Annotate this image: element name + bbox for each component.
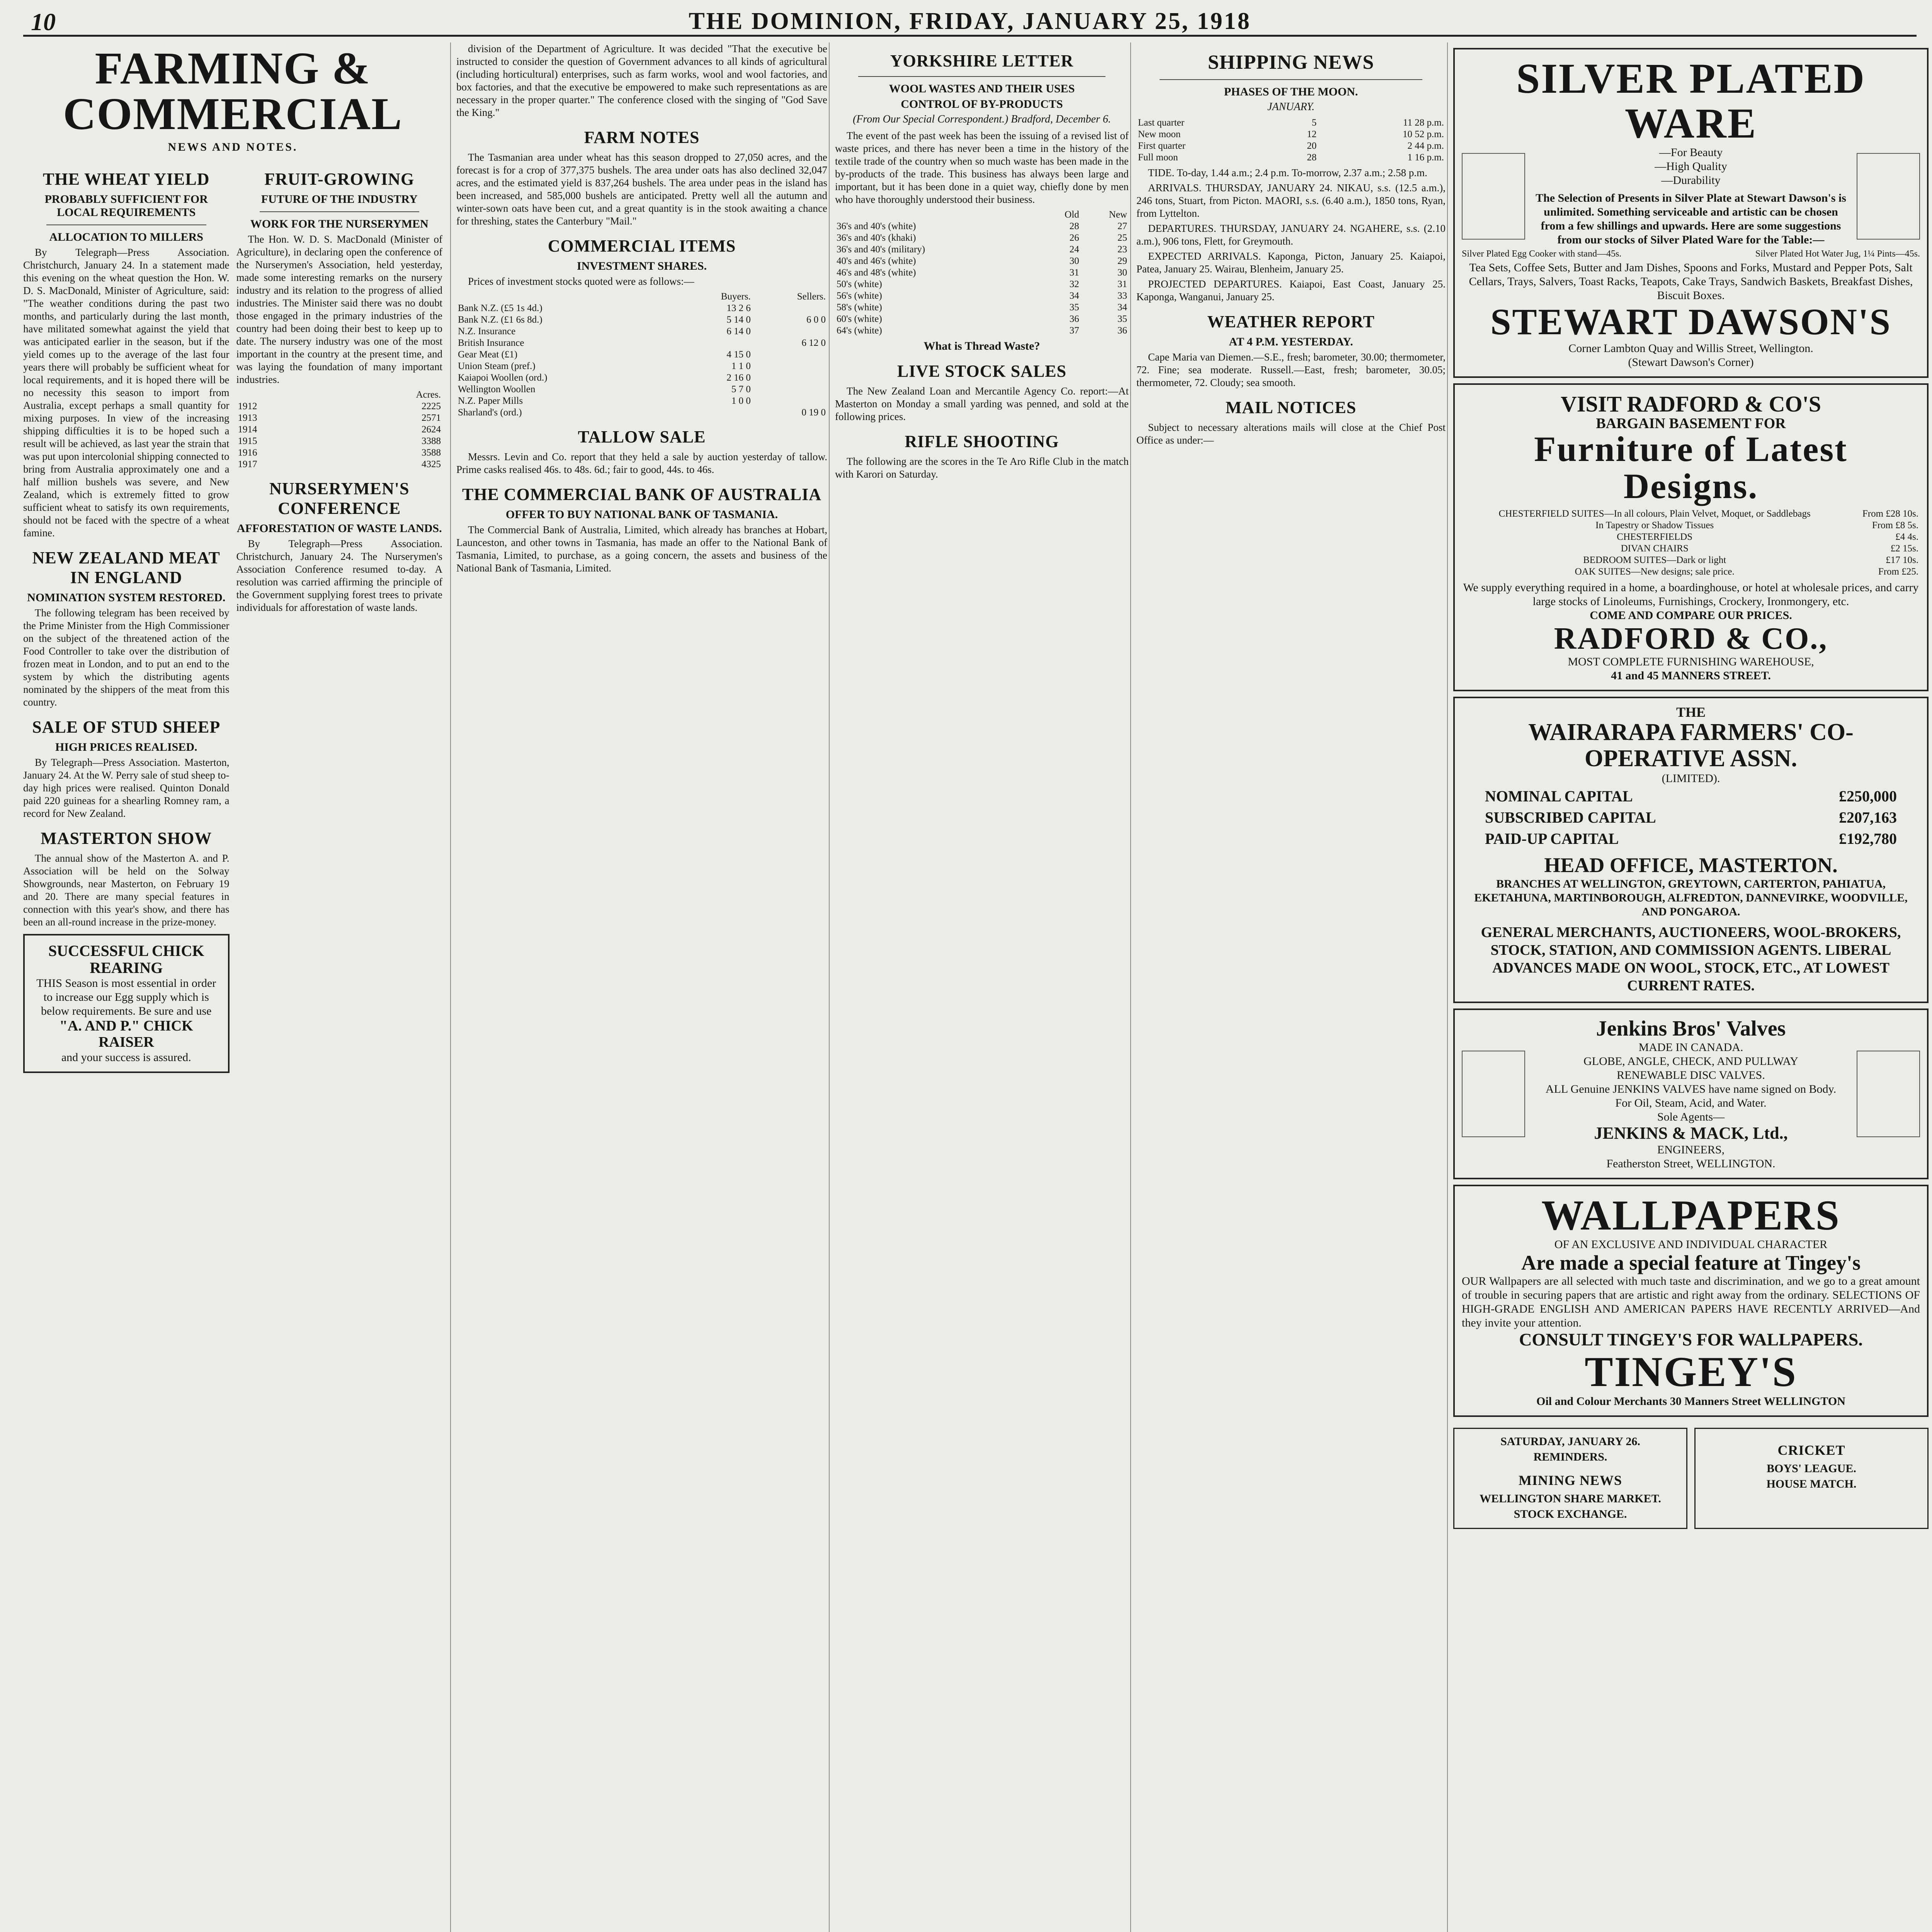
notices-right (1694, 1428, 1929, 1529)
wfca-office: HEAD OFFICE, MASTERTON. (1544, 854, 1838, 877)
col-new: New (1109, 209, 1127, 220)
stock-exchange-heading: STOCK EXCHANGE. (1514, 1507, 1627, 1520)
masthead-title: THE DOMINION, FRIDAY, JANUARY 25, 1918 (689, 8, 1251, 34)
live-stock-body (835, 385, 1129, 423)
table-row: Gear Meat (£1) 4 15 0 (458, 349, 751, 360)
jenkins-line1: MADE IN CANADA. (1638, 1041, 1743, 1054)
masterton-title: MASTERTON SHOW (41, 829, 212, 848)
meat-sub: NOMINATION SYSTEM RESTORED. (27, 591, 226, 604)
wallpaper-cta: CONSULT TINGEY'S FOR WALLPAPERS. (1519, 1330, 1863, 1350)
small-notices (1453, 1422, 1929, 1534)
house-match-heading: HOUSE MATCH. (1766, 1477, 1857, 1490)
shipping-body (1136, 167, 1446, 303)
table-row: 60's (white) 36 35 (837, 314, 1127, 324)
wallpaper-body: OUR Wallpapers are all selected with much taste and discrimination, and we go to a great amount of trouble in securing papers that are artistic and right away from the ordinary. SELECTIONS OF HIGH-GRADE ENGLISH AND AMERICAN PAPERS HAVE RECENTLY ARRIVED—And they invite your attention. (1462, 1275, 1920, 1330)
table-row: 36's and 40's (military) 24 23 (837, 244, 1127, 255)
live-stock-title: LIVE STOCK SALES (897, 362, 1067, 381)
valve-icon (1462, 1051, 1525, 1137)
divider (858, 76, 1105, 77)
egg-cooker-icon (1462, 153, 1525, 240)
cricket-heading: CRICKET (1777, 1442, 1845, 1458)
tingey-wallpaper-ad (1453, 1185, 1929, 1417)
table-row: Bank N.Z. (£5 1s 4d.) 13 2 6 (458, 303, 751, 313)
capital-row: PAID-UP CAPITAL £192,780 (1485, 830, 1897, 848)
wallpaper-sub: OF AN EXCLUSIVE AND INDIVIDUAL CHARACTER (1554, 1238, 1828, 1251)
table-row: N.Z. Insurance 6 14 0 (458, 326, 751, 337)
wheat-body (23, 246, 230, 539)
column-yorkshire (829, 43, 1129, 1932)
nursery-conf-sub: AFFORESTATION OF WASTE LANDS. (236, 522, 442, 535)
nursery-conf-body (236, 537, 443, 614)
wairarapa-ad (1453, 697, 1929, 1003)
phases-title: PHASES OF THE MOON. (1224, 85, 1358, 98)
mining-heading: MINING NEWS (1518, 1472, 1622, 1488)
table-row: New moon 12 10 52 p.m. (1138, 129, 1444, 139)
table-row: 58's (white) 35 34 (837, 302, 1127, 313)
table-row: 36's and 40's (white) 28 27 (837, 221, 1127, 231)
radford-line2: BARGAIN BASEMENT FOR (1596, 415, 1786, 432)
cbank-body (456, 524, 827, 575)
table-row: N.Z. Paper Mills 1 0 0 (458, 396, 751, 406)
column-farming (23, 43, 442, 1932)
radford-line3: Furniture of Latest Designs. (1534, 429, 1848, 506)
page-number: 10 (31, 8, 56, 36)
table-row: 56's (white) 34 33 (837, 291, 1127, 301)
stud-paragraph: By Telegraph—Press Association. Masterton, January 24. At the W. Perry sale of stud sheep to-day high prices were realised. Quinton Donald paid 220 guineas for a shearling Romney ram, a record for New Zealand. (23, 757, 230, 819)
table-row: First quarter 20 2 44 p.m. (1138, 141, 1444, 151)
table-row: DIVAN CHAIRS £2 15s. (1621, 543, 1918, 554)
farm-notes-title: FARM NOTES (584, 128, 700, 147)
table-row: Full moon 28 1 16 p.m. (1138, 152, 1444, 163)
col-old: Old (1065, 209, 1079, 220)
hot-water-jug-icon (1857, 153, 1920, 240)
jenkins-brand: JENKINS & MACK, Ltd., (1594, 1124, 1788, 1143)
table-row: BEDROOM SUITES—Dark or light £17 10s. (1583, 554, 1918, 565)
jenkins-ad (1453, 1009, 1929, 1179)
table-row: 36's and 40's (khaki) 26 25 (837, 233, 1127, 243)
commercial-body (456, 275, 827, 288)
wheat-title: THE WHEAT YIELD (43, 170, 210, 189)
table-row: 1916 3588 (238, 447, 441, 458)
yorkshire-paragraph: The event of the past week has been the issuing of a revised list of waste prices, and there has never been a time in the history of the textile trade of the country when so much waste has been made in the by-products of the trade. This business has always been large and important, but it has been done in a quiet way, chiefly done by men who have thoroughly understood their business. (835, 130, 1129, 205)
table-row: Kaiapoi Woollen (ord.) 2 16 0 (458, 372, 751, 383)
weather-paragraph: Cape Maria van Diemen.—S.E., fresh; barometer, 30.00; thermometer, 72. Fine; sea moderate. Russell.—East, fresh; barometer, 30.05; thermometer, 72. Cloudy; sea smooth. (1136, 351, 1446, 388)
chick-ad-body: THIS Season is most essential in order to increase our Egg supply which is below requirements. Be sure and use (36, 977, 216, 1017)
capital-row: SUBSCRIBED CAPITAL £207,163 (1485, 809, 1897, 827)
table-row: 1912 2225 (238, 401, 441, 412)
wfca-the: THE (1676, 704, 1706, 720)
departures-paragraph: DEPARTURES. THURSDAY, JANUARY 24. NGAHERE, s.s. (2.10 a.m.), 906 tons, Flett, for Greymouth. (1136, 223, 1446, 247)
sd-tag1: —For Beauty (1659, 146, 1723, 159)
tallow-paragraph: Messrs. Levin and Co. report that they held a sale by auction yesterday of tallow. Prime casks realised 46s. to 48s. 6d.; fair to good, 44s. to 46s. (456, 451, 827, 475)
farm-notes-body (456, 151, 827, 228)
table-row: 1914 2624 (238, 424, 441, 435)
meat-title: NEW ZEALAND MEAT IN ENGLAND (32, 548, 220, 587)
farm-notes-paragraph: The Tasmanian area under wheat has this season dropped to 27,050 acres, and the forecast is for a crop of 377,375 bushels. The area under oats has also declined 32,047 acres, and the estimated yield is 837,264 bushels. The area under peas in the island has been increased, and 585,000 bushels are anticipated. Pretty well all the autumn and winter-sown oats have been cut, and a great quantity is in the stook awaiting a chance for threshing, states the Canterbury "Mail." (456, 151, 827, 227)
mail-paragraph: Subject to necessary alterations mails will close at the Chief Post Office as under:— (1136, 422, 1446, 446)
live-stock-paragraph: The New Zealand Loan and Mercantile Agency Co. report:—At Masterton on Monday a small yarding was penned, and sold at the following prices. (835, 385, 1129, 422)
wheat-paragraph: By Telegraph—Press Association. Christchurch, January 24. In a statement made this evening on the wheat question the Hon. W. D. S. MacDonald, Minister of Agriculture, said: "The weather conditions during the past two months, and particularly during the last month, have militated somewhat against the yield that was anticipated earlier in the season, but if the yield comes up to the average of the last four years there will probably be sufficient wheat for local requirements, and it is hoped there will be no necessity this season to import from Australia, except perhaps a small quantity for mixing purposes. In view of the increasing shipping difficulties it is to be hoped such a result will be achieved, as last year the strain that was put upon intercolonial shipping connected to bring from Australia approximately one and a half million bushels was severe, and New Zealand, which is extremely fitted to grow sufficient wheat to satisfy its own requirements, should not be faced with the spectre of a wheat famine. (23, 247, 230, 539)
jenkins-sub: ENGINEERS, (1657, 1143, 1725, 1156)
rifle-title: RIFLE SHOOTING (905, 432, 1059, 451)
table-row: CHESTERFIELD SUITES—In all colours, Plain Velvet, Moquet, or Saddlebags From £28 10s. (1498, 508, 1918, 519)
shipping-title: SHIPPING NEWS (1208, 51, 1374, 73)
projected-paragraph: PROJECTED DEPARTURES. Kaiapoi, East Coast, January 25. Kaponga, Wanganui, January 25. (1136, 278, 1446, 303)
wallpaper-special: Are made a special feature at Tingey's (1521, 1251, 1861, 1275)
weather-sub: AT 4 P.M. YESTERDAY. (1229, 335, 1353, 348)
fruit-paragraph: The Hon. W. D. S. MacDonald (Minister of Agriculture), in declaring open the conference of the Nurserymen's Association, held yesterday, made some interesting remarks on the nursery industry and its relation to the progress of allied industries. The Minister said there was no doubt those engaged in the primary industries of the country had been doing their best to keep up to date. The nursery industry was one of the most important in the country at the present time, and was laying the foundation of many important industries. (236, 233, 442, 385)
table-row: 64's (white) 37 36 (837, 325, 1127, 336)
radford-address: 41 and 45 MANNERS STREET. (1611, 669, 1771, 682)
wheat-subtitle: PROBABLY SUFFICIENT FOR LOCAL REQUIREMENTS (44, 193, 208, 219)
masterton-body (23, 852, 230, 929)
fruit-body (236, 233, 443, 386)
wheat-sub2: ALLOCATION TO MILLERS (49, 231, 203, 243)
table-row: Sharland's (ord.) 0 19 0 (458, 407, 826, 418)
sd-caption-right: Silver Plated Hot Water Jug, 1¼ Pints—45s. (1755, 249, 1920, 259)
reminders-heading: REMINDERS. (1533, 1450, 1607, 1463)
table-row: 40's and 46's (white) 30 29 (837, 256, 1127, 266)
jenkins-title: Jenkins Bros' Valves (1596, 1016, 1786, 1041)
rifle-paragraph: The following are the scores in the Te Aro Rifle Club in the match with Karori on Saturday. (835, 456, 1129, 480)
tide-paragraph: TIDE. To-day, 1.44 a.m.; 2.4 p.m. To-morrow, 2.37 a.m.; 2.58 p.m. (1148, 167, 1427, 179)
sd-note: (Stewart Dawson's Corner) (1628, 355, 1754, 369)
wfca-branches: BRANCHES AT WELLINGTON, GREYTOWN, CARTERTON, PAHIATUA, EKETAHUNA, MARTINBOROUGH, ALFREDTON, DANNEVIRKE, WOODVILLE, AND PONGAROA. (1474, 877, 1908, 918)
radford-price-list (1462, 508, 1920, 578)
tallow-title: TALLOW SALE (578, 427, 706, 446)
weather-title: WEATHER REPORT (1207, 312, 1375, 331)
subcolumn-right (236, 161, 443, 1078)
waste-prices-table (835, 209, 1129, 337)
yorkshire-sub: WOOL WASTES AND THEIR USES (889, 82, 1075, 95)
sd-address: Corner Lambton Quay and Willis Street, Wellington. (1568, 342, 1813, 355)
yorkshire-sub2: CONTROL OF BY-PRODUCTS (901, 98, 1063, 111)
acres-table (236, 389, 443, 470)
fixtures-heading: SATURDAY, JANUARY 26. (1500, 1435, 1640, 1448)
tallow-body (456, 451, 827, 476)
table-row: Wellington Woollen 5 7 0 (458, 384, 751, 395)
fruit-title: FRUIT-GROWING (264, 170, 415, 189)
moon-phases-table (1136, 117, 1446, 163)
stud-body (23, 756, 230, 820)
valve-icon (1857, 1051, 1920, 1137)
divider (46, 224, 206, 225)
nursery-conf-title: NURSERYMEN'S CONFERENCE (269, 479, 410, 518)
table-row: Union Steam (pref.) 1 1 0 (458, 361, 751, 371)
acres-label: Acres. (416, 389, 441, 400)
meat-paragraph: The following telegram has been received by the Prime Minister from the High Commissioner on the subject of the threatened action of the Food Controller to take over the distribution of frozen meat in London, and to put an end to the system by which the distributing agents nominated by the shippers of the meat from this country. (23, 607, 230, 708)
chick-raiser-ad (23, 934, 230, 1073)
wfca-limited: (LIMITED). (1662, 772, 1720, 785)
masthead (23, 8, 1917, 37)
commercial-paragraph: Prices of investment stocks quoted were as follows:— (468, 276, 694, 287)
shares-table (456, 291, 827, 418)
thread-title: What is Thread Waste? (923, 340, 1040, 352)
yorkshire-dateline: (From Our Special Correspondent.) Bradford, December 6. (852, 113, 1111, 125)
notices-left (1453, 1428, 1687, 1529)
wfca-capital (1462, 786, 1920, 849)
radford-brand: RADFORD & CO., (1554, 621, 1828, 656)
divider (260, 211, 420, 212)
cbank-paragraph: The Commercial Bank of Australia, Limited, which already has branches at Hobart, Launceston, and other towns in Tasmania, has made an offer to the National Bank of Tasmania, Limited, to purchase, as a going concern, the assets and business of the National Bank of Tasmania, Limited. (456, 524, 827, 574)
intro-paragraph: division of the Department of Agriculture. It was decided "That the executive be instructed to consider the question of Government advances to all kinds of agricultural (including horticultural) enterprises, such as farm works, wool and wool factories, and box factories, and that the executive be empowered to make such representations as are necessary in the proper quarter." The conference closed with the singing of "God Save the King." (456, 43, 827, 118)
yorkshire-body (835, 129, 1129, 206)
jenkins-line2: GLOBE, ANGLE, CHECK, AND PULLWAY (1583, 1055, 1798, 1068)
sd-title: SILVER PLATED WARE (1516, 55, 1866, 147)
radford-cta: COME AND COMPARE OUR PRICES. (1590, 609, 1792, 622)
stud-title: SALE OF STUD SHEEP (32, 718, 221, 736)
arrivals-paragraph: ARRIVALS. THURSDAY, JANUARY 24. NIKAU, s.s. (12.5 a.m.), 246 tons, Stuart, from Picton. MAORI, s.s. (6.40 a.m.), 1850 tons, Ryan, from Lyttelton. (1136, 182, 1446, 219)
chick-ad-tail: and your success is assured. (61, 1051, 191, 1064)
fruit-sub2: WORK FOR THE NURSERYMEN (250, 218, 429, 230)
phases-month: JANUARY. (1267, 101, 1315, 113)
capital-row: NOMINAL CAPITAL £250,000 (1485, 787, 1897, 805)
commercial-title: COMMERCIAL ITEMS (548, 236, 736, 255)
chick-ad-product: "A. AND P." CHICK RAISER (59, 1018, 193, 1050)
radford-line1: VISIT RADFORD & CO'S (1560, 391, 1821, 417)
subcolumn-left (23, 161, 230, 1078)
wfca-title: WAIRARAPA FARMERS' CO-OPERATIVE ASSN. (1528, 719, 1854, 772)
jenkins-address: Featherston Street, WELLINGTON. (1606, 1157, 1776, 1170)
stewart-dawson-ad (1453, 48, 1929, 378)
mail-body (1136, 421, 1446, 447)
table-row: British Insurance 6 12 0 (458, 338, 826, 348)
cbank-sub: OFFER TO BUY NATIONAL BANK OF TASMANIA. (505, 508, 778, 521)
radford-ad (1453, 383, 1929, 691)
table-row: CHESTERFIELDS £4 4s. (1617, 531, 1918, 542)
chick-ad-title: SUCCESSFUL CHICK REARING (48, 942, 204, 976)
boys-league-heading: BOYS' LEAGUE. (1767, 1462, 1856, 1475)
table-row: Last quarter 5 11 28 p.m. (1138, 117, 1444, 128)
table-row: 1915 3388 (238, 436, 441, 446)
conference-intro (456, 43, 827, 119)
radford-tagline: MOST COMPLETE FURNISHING WAREHOUSE, (1568, 655, 1814, 668)
divider (1160, 79, 1422, 80)
sd-body: The Selection of Presents in Silver Plate at Stewart Dawson's is unlimited. Something serviceable and artistic can be chosen from a few shillings and upwards. Here are some suggestions from our stocks of Silver Plated Ware for the Table:— (1536, 192, 1846, 246)
stud-sub: HIGH PRICES REALISED. (55, 741, 197, 753)
sd-brand: STEWART DAWSON'S (1490, 301, 1891, 342)
cbank-title: THE COMMERCIAL BANK OF AUSTRALIA (462, 485, 822, 504)
table-row: 1913 2571 (238, 413, 441, 423)
col-buyers: Buyers. (721, 291, 751, 302)
jenkins-line4: ALL Genuine JENKINS VALVES have name signed on Body. (1545, 1083, 1837, 1096)
sd-tag3: —Durability (1661, 174, 1721, 187)
table-row: 50's (white) 32 31 (837, 279, 1127, 289)
table-row: Bank N.Z. (£1 6s 8d.) 5 14 0 6 0 0 (458, 315, 826, 325)
sd-caption-left: Silver Plated Egg Cooker with stand—45s. (1462, 249, 1622, 259)
sd-items: Tea Sets, Coffee Sets, Butter and Jam Dishes, Spoons and Forks, Mustard and Pepper Pots, Salt Cellars, Trays, Salvers, Toast Racks, Teapots, Cake Trays, Sandwich Baskets, Breakfast Dishes, Biscuit Boxes. (1469, 261, 1913, 302)
mining-sub: WELLINGTON SHARE MARKET. (1480, 1492, 1661, 1505)
masterton-paragraph: The annual show of the Masterton A. and P. Association will be held on the Solway Showgrounds, near Masterton, on February 19 and 20. There are many special features in connection with this year's show, and there has been an all-round increase in the prize-money. (23, 852, 230, 928)
table-row: OAK SUITES—New designs; sale price. From £25. (1575, 566, 1918, 577)
wfca-services: GENERAL MERCHANTS, AUCTIONEERS, WOOL-BROKERS, STOCK, STATION, AND COMMISSION AGENTS. LIBERAL ADVANCES MADE ON WOOL, STOCK, ETC., AT LOWEST CURRENT RATES. (1481, 924, 1901, 994)
yorkshire-title: YORKSHIRE LETTER (890, 51, 1074, 70)
nursery-conf-paragraph: By Telegraph—Press Association. Christchurch, January 24. The Nurserymen's Association Conference resumed to-day. A resolution was carried affirming the principle of the Government supplying forest trees to private individuals for afforestation of waste lands. (236, 538, 442, 613)
mail-title: MAIL NOTICES (1225, 398, 1357, 417)
fruit-subtitle: FUTURE OF THE INDUSTRY (261, 193, 418, 206)
wallpaper-title: WALLPAPERS (1541, 1191, 1840, 1239)
sd-tag2: —High Quality (1655, 160, 1727, 173)
column-commercial (450, 43, 827, 1932)
commercial-sub: INVESTMENT SHARES. (577, 260, 707, 272)
section-banner: FARMING & COMMERCIAL (63, 43, 403, 139)
jenkins-line5: For Oil, Steam, Acid, and Water. (1615, 1097, 1767, 1110)
column-advertisements (1447, 43, 1929, 1932)
radford-body: We supply everything required in a home, a boardinghouse, or hotel at wholesale prices, and carry large stocks of Linoleums, Furnishings, Crockery, Ironmongery, etc. (1463, 581, 1919, 608)
section-kicker: NEWS AND NOTES. (168, 141, 298, 153)
tingey-brand: TINGEY'S (1585, 1348, 1797, 1396)
col-sellers: Sellers. (797, 291, 826, 302)
rifle-body (835, 455, 1129, 481)
jenkins-line3: RENEWABLE DISC VALVES. (1617, 1069, 1765, 1082)
weather-body (1136, 351, 1446, 389)
table-row: 1917 4325 (238, 459, 441, 469)
column-shipping (1130, 43, 1446, 1932)
meat-body (23, 607, 230, 709)
table-row: 46's and 48's (white) 31 30 (837, 267, 1127, 278)
expected-paragraph: EXPECTED ARRIVALS. Kaponga, Picton, January 25. Kaiapoi, Patea, January 25. Wairau, Blenheim, January 25. (1136, 250, 1446, 275)
jenkins-line6: Sole Agents— (1657, 1111, 1725, 1124)
tingey-address: Oil and Colour Merchants 30 Manners Street WELLINGTON (1536, 1395, 1845, 1408)
table-row: In Tapestry or Shadow Tissues From £8 5s. (1595, 520, 1918, 531)
